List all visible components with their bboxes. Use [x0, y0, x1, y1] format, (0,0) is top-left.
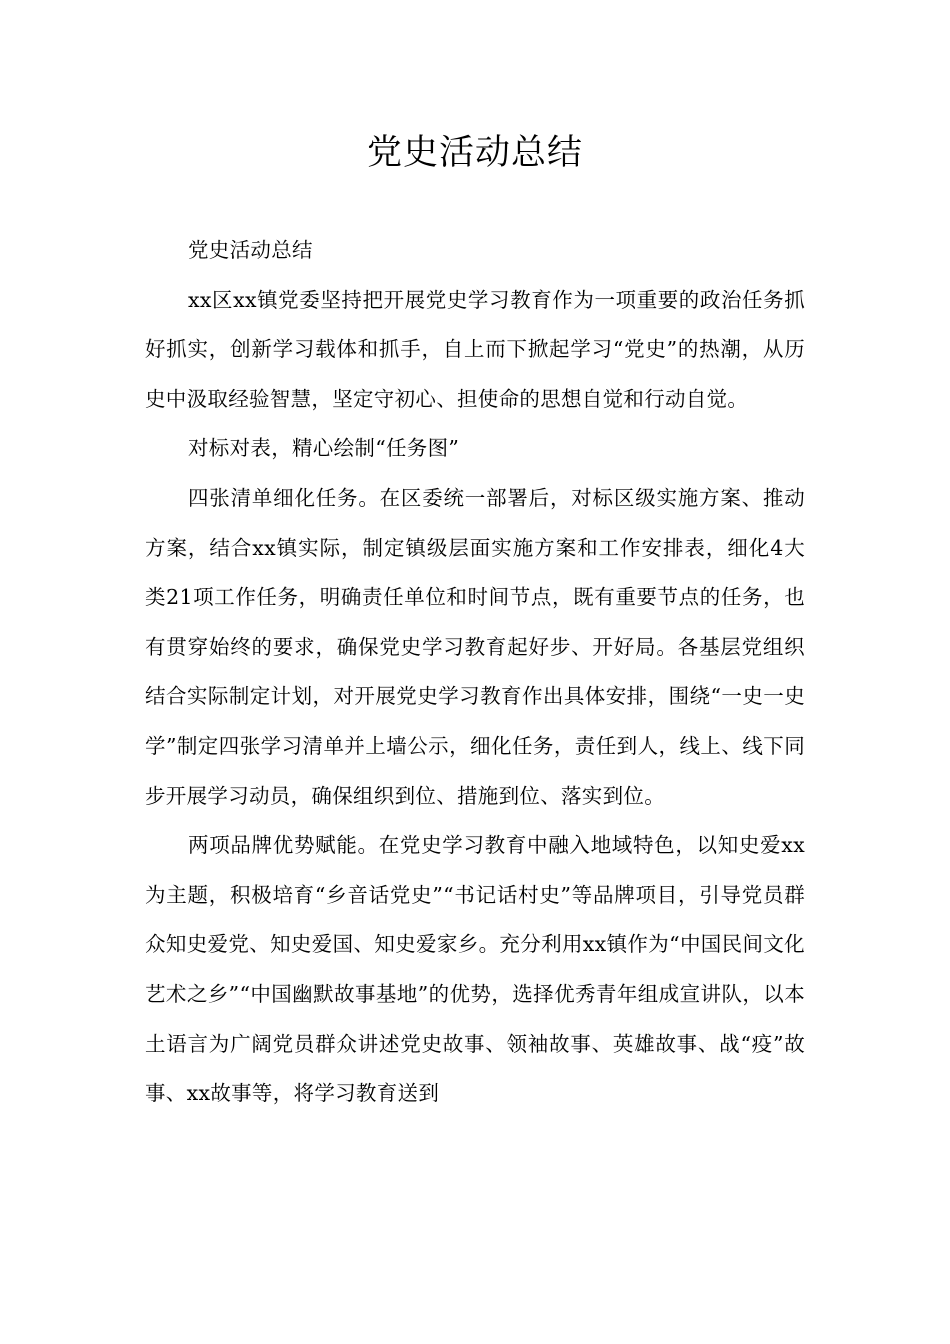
document-body: [145, 226, 805, 1119]
section-heading: 对标对表，精心绘制“任务图”: [188, 436, 460, 461]
intro-paragraph: xx区xx镇党委坚持把开展党史学习教育作为一项重要的政治任务抓好抓实，创新学习载体和抓手，自上而下掀起学习“党史”的热潮，从历史中汲取经验智慧，坚定守初心、担使命的思想自觉和行动自觉。: [145, 287, 805, 411]
brand-paragraph: 两项品牌优势赋能。在党史学习教育中融入地域特色，以知史爱xx为主题，积极培育“乡音话党史”“书记话村史”等品牌项目，引导党员群众知史爱党、知史爱国、知史爱家乡。充分利用xx镇作为“中国民间文化艺术之乡”“中国幽默故事基地”的优势，选择优秀青年组成宣讲队，以本土语言为广阔党员群众讲述党史故事、领袖故事、英雄故事、战“疫”故事、xx故事等，将学习教育送到: [145, 833, 805, 1106]
subtitle-paragraph: 党史活动总结: [188, 238, 313, 262]
document-title: 党史活动总结: [366, 133, 583, 173]
task-list-paragraph: 四张清单细化任务。在区委统一部署后，对标区级实施方案、推动方案，结合xx镇实际，制定镇级层面实施方案和工作安排表，细化4大类21项工作任务，明确责任单位和时间节点，既有重要节点的任务，也有贯穿始终的要求，确保党史学习教育起好步、开好局。各基层党组织结合实际制定计划，对开展党史学习教育作出具体安排，围绕“一史一史学”制定四张学习清单并上墙公示，细化任务，责任到人，线上、线下同步开展学习动员，确保组织到位、措施到位、落实到位。: [145, 485, 805, 808]
